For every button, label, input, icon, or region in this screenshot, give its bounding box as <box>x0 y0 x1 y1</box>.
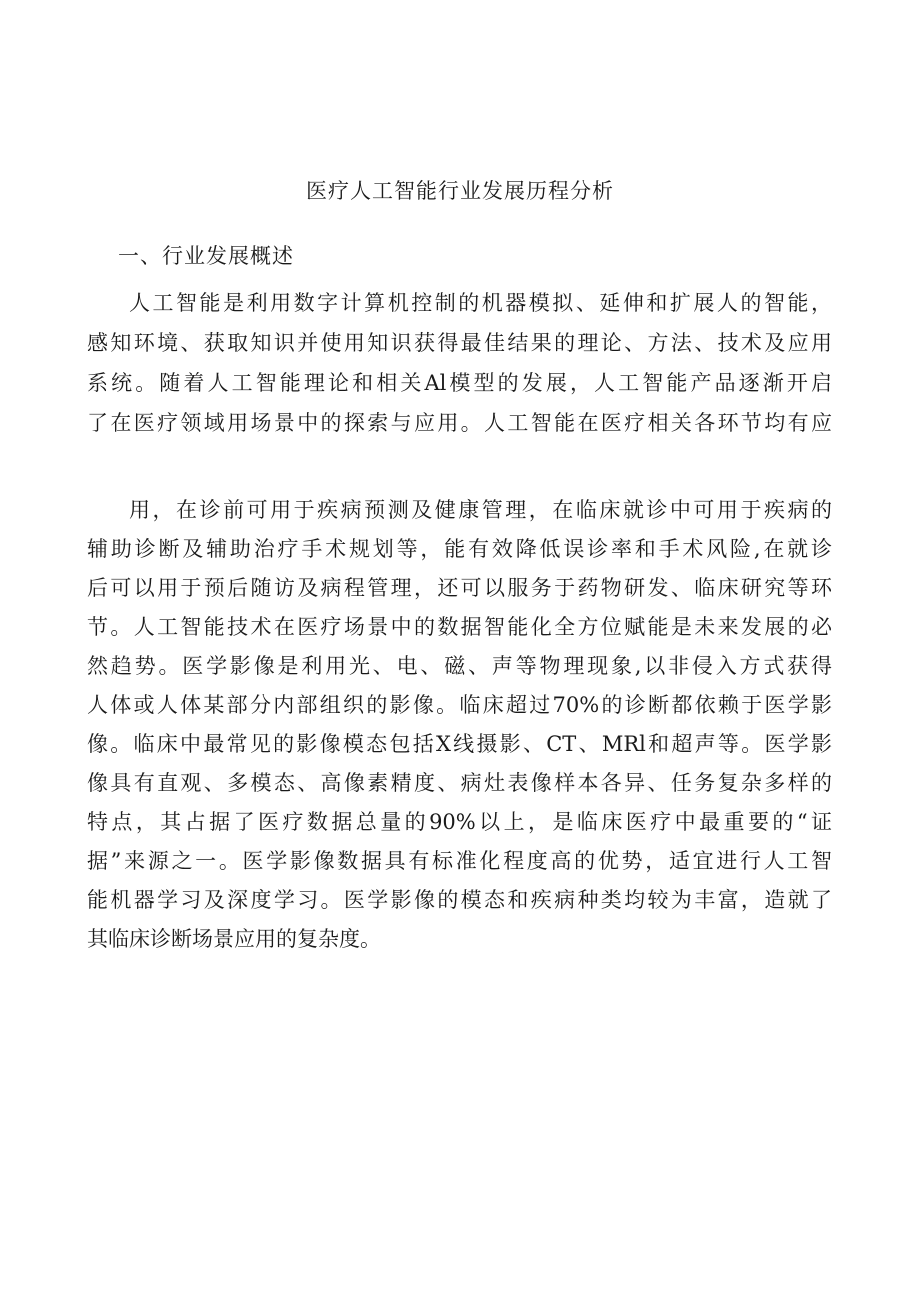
paragraph-line: 系统。随着人工智能理论和相关Al模型的发展，人工智能产品逐渐开启 <box>87 371 832 395</box>
paragraph-line: 节。人工智能技术在医疗场景中的数据智能化全方位赋能是未来发展的必 <box>87 615 832 639</box>
paragraph-line: 后可以用于预后随访及病程管理，还可以服务于药物研发、临床研究等环 <box>87 576 832 600</box>
paragraph-line: 其临床诊断场景应用的复杂度。 <box>87 927 381 951</box>
paragraph-line: 了在医疗领域用场景中的探索与应用。人工智能在医疗相关各环节均有应 <box>87 411 832 435</box>
document-title: 医疗人工智能行业发展历程分析 <box>306 179 614 203</box>
paragraph-line: 用，在诊前可用于疾病预测及健康管理，在临床就诊中可用于疾病的 <box>129 498 832 522</box>
paragraph-line: 人工智能是利用数字计算机控制的机器模拟、延伸和扩展人的智能， <box>129 291 832 315</box>
section-heading: 一、行业发展概述 <box>118 244 294 268</box>
paragraph-line: 然趋势。医学影像是利用光、电、磁、声等物理现象,以非侵入方式获得 <box>87 654 832 678</box>
paragraph-line: 特点，其占据了医疗数据总量的90%以上，是临床医疗中最重要的“证 <box>87 810 832 834</box>
paragraph-line: 能机器学习及深度学习。医学影像的模态和疾病种类均较为丰富，造就了 <box>87 888 832 912</box>
paragraph-line: 像。临床中最常见的影像模态包括X线摄影、CT、MRl和超声等。医学影 <box>87 732 832 756</box>
paragraph-line: 像具有直观、多模态、高像素精度、病灶表像样本各异、任务复杂多样的 <box>87 771 832 795</box>
paragraph-line: 感知环境、获取知识并使用知识获得最佳结果的理论、方法、技术及应用 <box>87 331 832 355</box>
paragraph-2 <box>87 494 832 956</box>
paragraph-line: 辅助诊断及辅助治疗手术规划等，能有效降低误诊率和手术风险,在就诊 <box>87 537 832 561</box>
paragraph-1 <box>87 287 832 440</box>
paragraph-line: 据”来源之一。医学影像数据具有标准化程度高的优势，适宜进行人工智 <box>87 849 832 873</box>
paragraph-line: 人体或人体某部分内部组织的影像。临床超过70%的诊断都依赖于医学影 <box>87 693 832 717</box>
